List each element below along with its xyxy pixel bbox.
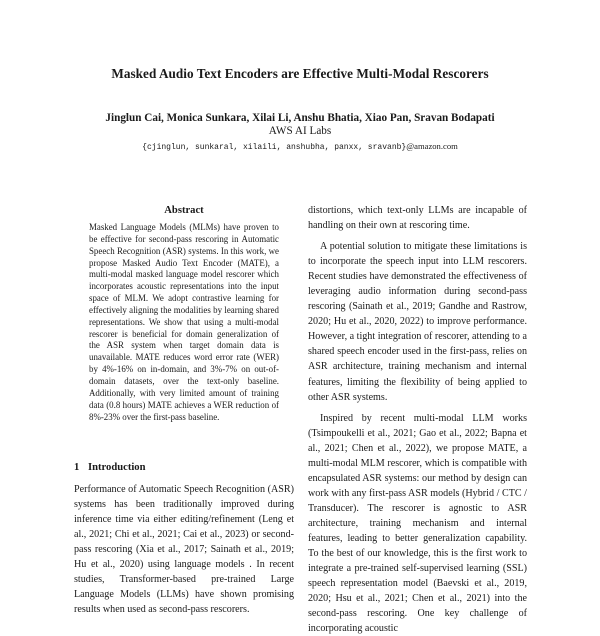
email-domain: @amazon.com bbox=[406, 141, 458, 151]
author-emails bbox=[0, 141, 600, 152]
section-title: Introduction bbox=[88, 462, 146, 473]
section-heading-introduction bbox=[74, 462, 146, 473]
paper-title: Masked Audio Text Encoders are Effective Multi-Modal Rescorers bbox=[111, 66, 489, 81]
introduction-column-right bbox=[308, 203, 527, 636]
intro-paragraph-continued: distortions, which text-only LLMs are incapable of handling on their own at rescoring time. bbox=[308, 205, 527, 232]
author-list: Jinglun Cai, Monica Sunkara, Xilai Li, Anshu Bhatia, Xiao Pan, Sravan Bodapati bbox=[105, 112, 495, 124]
abstract-heading: Abstract bbox=[164, 205, 204, 216]
intro-paragraph-1: Performance of Automatic Speech Recognition (ASR) systems has been traditionally improved during inference time via either editing/refinement (Leng et al., 2021; Chi et al., 2021; Cai et al., 2023) or second-pass rescoring (Xia et al., 2017; Sainath et al., 2019; Hu et al., 2020) using language models . In recent studies, Transformer-based pre-trained Large Language Models (LLMs) have shown promising results when used as second-pass rescorers. bbox=[74, 484, 294, 616]
section-number: 1 bbox=[74, 462, 80, 473]
affiliation: AWS AI Labs bbox=[268, 125, 332, 137]
abstract-body: Masked Language Models (MLMs) have proven to be effective for second-pass rescoring in Automatic Speech Recognition (ASR) systems. In this work, we propose Masked Audio Text Encoder (MATE), a multi-modal masked language model rescorer which incorporates acoustic representations into the input space of MLM. We adopt contrastive learning for effectively aligning the modalities by learning shared representations. We show that using a multi-modal rescorer is beneficial for domain generalization of the ASR system when target domain data is unavailable. MATE reduces word error rate (WER) by 4%-16% on in-domain, and 3%-7% on out-of-domain datasets, over the text-only baseline. Additionally, with very limited amount of training data (0.8 hours) MATE achieves a WER reduction of 8%-23% over the first-pass baseline. bbox=[89, 222, 279, 422]
intro-paragraph-3: Inspired by recent multi-modal LLM works (Tsimpoukelli et al., 2021; Gao et al., 2022; Bapna et al., 2021; Chen et al., 2022), we propose MATE, a multi-modal MLM rescorer, which is compatible with encapsulated ASR systems: our method by design can work with any first-pass ASR models (Hybrid / CTC / Transducer). The rescorer is agnostic to ASR architecture, training mechanism and internal features, leading to better generalization capability. To the best of our knowledge, this is the first work to integrate a pre-trained self-supervised learning (SSL) speech representation model (Baevski et al., 2019, 2020; Hsu et al., 2021; Chen et al., 2021) into the second-pass rescoring. One key challenge of incorporating acoustic bbox=[308, 412, 527, 635]
introduction-column-left bbox=[74, 482, 294, 617]
email-usernames: {cjinglun, sunkaral, xilaili, anshubha, panxx, sravanb} bbox=[142, 143, 407, 152]
intro-paragraph-2: A potential solution to mitigate these limitations is to incorporate the speech input into LLM rescorers. Recent studies have demonstrated the effectiveness of leveraging audio information during second-pass rescoring (Sainath et al., 2019; Gandhe and Rastrow, 2020; Hu et al., 2020, 2022) to improve performance. However, a tight integration of rescorer, attending to a shared speech encoder used in the first-pass, relies on ASR architecture, training mechanism and internal features, limiting the flexibility of being applied to other ASR systems. bbox=[308, 241, 527, 403]
